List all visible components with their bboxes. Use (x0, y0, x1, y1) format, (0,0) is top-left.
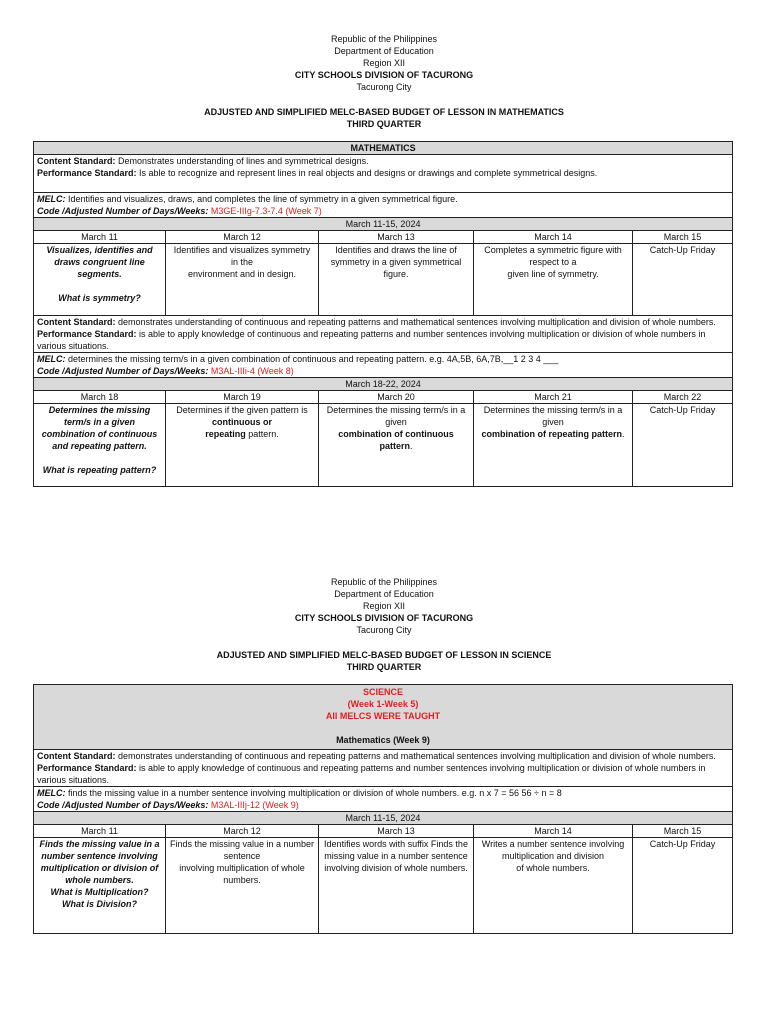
catch-up-text: Catch-Up Friday (649, 405, 716, 415)
header-division: CITY SCHOOLS DIVISION OF TACURONG (294, 613, 474, 623)
day-header: March 19 (166, 391, 319, 404)
lesson-text: Identifies words with suffix Finds the missing value in a number sentence (324, 839, 468, 861)
content-standard-label: Content Standard: (37, 156, 116, 166)
page2-header (0, 576, 768, 673)
lesson-text: Identifies and visualizes symmetry in the (173, 245, 311, 267)
lesson-question: What is Division? (61, 899, 137, 909)
code-value: M3GE-IIIg-7.3-7.4 (Week 7) (208, 206, 322, 216)
code-label: Code /Adjusted Number of Days/Weeks: (37, 366, 209, 376)
lesson-cell (166, 244, 319, 316)
header-region: Region XII (362, 601, 406, 611)
lesson-cell (633, 404, 733, 487)
lesson-cell (633, 244, 733, 316)
standards-cell (34, 750, 733, 787)
day-header: March 20 (319, 391, 474, 404)
melc-label: MELC: (37, 194, 66, 204)
lesson-text: given line of symmetry. (507, 269, 599, 279)
lesson-question: What is Multiplication? (50, 887, 149, 897)
code-value: M3AL-IIIj-12 (Week 9) (208, 800, 299, 810)
math-budget-table (33, 141, 733, 487)
catch-up-text: Catch-Up Friday (649, 839, 716, 849)
day-header: March 14 (474, 825, 633, 838)
subject-math-week: Mathematics (Week 9) (336, 735, 430, 745)
day-header: March 14 (474, 231, 633, 244)
lesson-cell (166, 838, 319, 934)
melc-label: MELC: (37, 788, 66, 798)
header-division: CITY SCHOOLS DIVISION OF TACURONG (294, 70, 474, 80)
lesson-text: environment and in design. (187, 269, 297, 279)
subject-weeks: (Week 1-Week 5) (347, 699, 419, 709)
lesson-text: Completes a symmetric figure with respect to a (484, 245, 622, 267)
melc-label: MELC: (37, 354, 66, 364)
standards-cell (34, 155, 733, 193)
performance-standard-label: Performance Standard: (37, 329, 137, 339)
melc-cell (34, 787, 733, 812)
lesson-text: combination of repeating pattern. (481, 429, 625, 439)
header-department: Department of Education (334, 589, 434, 599)
day-header: March 13 (319, 825, 474, 838)
performance-standard-label: Performance Standard: (37, 763, 137, 773)
lesson-question: What is repeating pattern? (42, 465, 157, 475)
lesson-objective: Finds the missing value in a number sentence involving multiplication or division of whole numbers. (39, 839, 160, 885)
header-city: Tacurong City (356, 82, 412, 92)
week-range: March 11-15, 2024 (34, 812, 733, 825)
lesson-text: involving division of whole numbers. (324, 863, 468, 873)
lesson-text: Determines if the given pattern is (176, 405, 308, 415)
page1-header (0, 33, 768, 130)
standards-cell (34, 316, 733, 353)
performance-standard-text: is able to apply knowledge of continuous and repeating patterns and number sentences involving multiplication or division of whole numbers in various situations. (37, 763, 706, 785)
melc-cell (34, 353, 733, 378)
lesson-cell (319, 404, 474, 487)
day-header: March 12 (166, 231, 319, 244)
melc-text: determines the missing term/s in a given combination of continuous and repeating pattern. e.g. 4A,5B, 6A,7B,__1 2 3 4 ___ (65, 354, 559, 364)
lesson-cell (166, 404, 319, 487)
code-label: Code /Adjusted Number of Days/Weeks: (37, 206, 209, 216)
day-header: March 12 (166, 825, 319, 838)
header-city: Tacurong City (356, 625, 412, 635)
lesson-cell (34, 838, 166, 934)
lesson-text: Determines the missing term/s in a given (326, 405, 466, 427)
header-department: Department of Education (334, 46, 434, 56)
day-header: March 15 (633, 825, 733, 838)
lesson-text: continuous or (212, 417, 272, 427)
document-title: ADJUSTED AND SIMPLIFIED MELC-BASED BUDGET OF LESSON IN MATHEMATICS (204, 107, 564, 117)
lesson-cell (319, 838, 474, 934)
day-header: March 18 (34, 391, 166, 404)
lesson-objective: Visualizes, identifies and draws congruent line segments. (46, 245, 153, 279)
lesson-cell (474, 244, 633, 316)
subject-melcs-note: All MELCS WERE TAUGHT (325, 711, 441, 721)
week-range: March 18-22, 2024 (34, 378, 733, 391)
lesson-text: Identifies and draws the line of symmetry in a given symmetrical figure. (330, 245, 462, 279)
day-header: March 13 (319, 231, 474, 244)
subject-header: MATHEMATICS (34, 142, 733, 155)
code-value: M3AL-IIIi-4 (Week 8) (208, 366, 294, 376)
quarter-label: THIRD QUARTER (346, 662, 422, 672)
lesson-cell (34, 404, 166, 487)
melc-text: finds the missing value in a number sentence involving multiplication or division of whole numbers. e.g. n x 7 = 56 56 ÷ n = 8 (65, 788, 562, 798)
performance-standard-text: is able to apply knowledge of continuous and repeating patterns and number sentences involving multiplication or division of whole numbers in various situations. (37, 329, 706, 351)
lesson-text: repeating pattern. (205, 429, 279, 439)
header-region: Region XII (362, 58, 406, 68)
lesson-cell (633, 838, 733, 934)
lesson-text: of whole numbers. (516, 863, 590, 873)
header-republic: Republic of the Philippines (330, 34, 438, 44)
lesson-text: Writes a number sentence involving multiplication and division (481, 839, 625, 861)
lesson-text: involving multiplication of whole numbers. (179, 863, 305, 885)
code-label: Code /Adjusted Number of Days/Weeks: (37, 800, 209, 810)
content-standard-label: Content Standard: (37, 317, 116, 327)
science-budget-table (33, 684, 733, 934)
day-header: March 11 (34, 231, 166, 244)
catch-up-text: Catch-Up Friday (649, 245, 716, 255)
melc-text: Identifies and visualizes, draws, and completes the line of symmetry in a given symmetrical figure. (65, 194, 458, 204)
content-standard-label: Content Standard: (37, 751, 116, 761)
content-standard-text: Demonstrates understanding of lines and symmetrical designs. (115, 156, 369, 166)
content-standard-text: demonstrates understanding of continuous and repeating patterns and mathematical sentences involving multiplication and division of whole numbers. (115, 751, 716, 761)
performance-standard-text: Is able to recognize and represent lines in real objects and designs or drawings and complete symmetrical designs. (136, 168, 598, 178)
subject-header (34, 685, 733, 750)
day-header: March 15 (633, 231, 733, 244)
day-header: March 22 (633, 391, 733, 404)
lesson-cell (319, 244, 474, 316)
day-header: March 11 (34, 825, 166, 838)
document-title: ADJUSTED AND SIMPLIFIED MELC-BASED BUDGET OF LESSON IN SCIENCE (216, 650, 552, 660)
lesson-objective: Determines the missing term/s in a given combination of continuous and repeating pattern. (41, 405, 158, 451)
performance-standard-label: Performance Standard: (37, 168, 137, 178)
week-range: March 11-15, 2024 (34, 218, 733, 231)
lesson-text: Determines the missing term/s in a given (483, 405, 623, 427)
lesson-text: combination of continuous pattern. (338, 429, 454, 451)
lesson-cell (34, 244, 166, 316)
lesson-cell (474, 404, 633, 487)
header-republic: Republic of the Philippines (330, 577, 438, 587)
melc-cell (34, 193, 733, 218)
lesson-cell (474, 838, 633, 934)
lesson-question: What is symmetry? (58, 293, 141, 303)
quarter-label: THIRD QUARTER (346, 119, 422, 129)
content-standard-text: demonstrates understanding of continuous and repeating patterns and mathematical sentences involving multiplication and division of whole numbers. (115, 317, 716, 327)
lesson-text: Finds the missing value in a number sentence (169, 839, 315, 861)
day-header: March 21 (474, 391, 633, 404)
subject-science: SCIENCE (362, 687, 403, 697)
